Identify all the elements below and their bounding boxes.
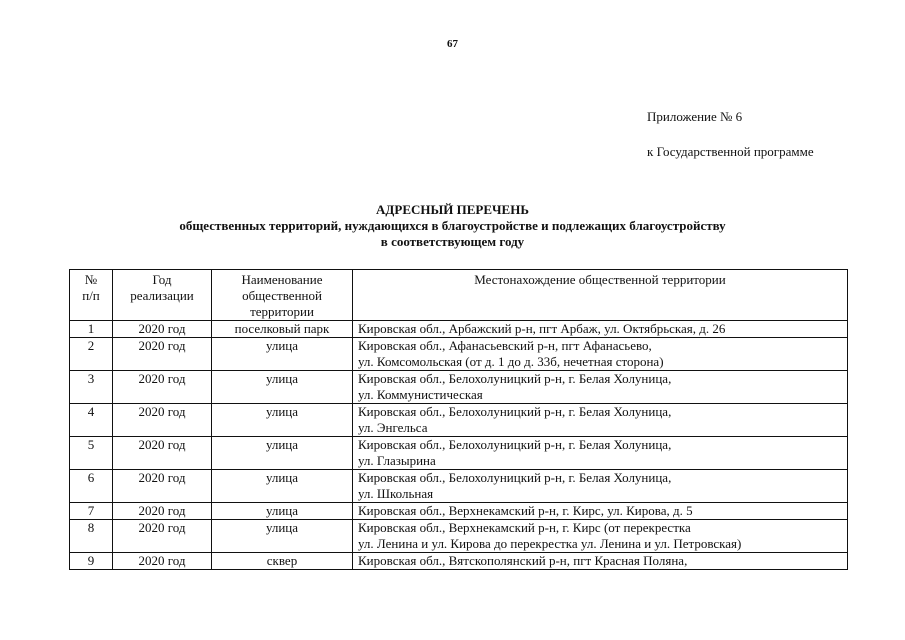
row-location: Кировская обл., Арбажский р-н, пгт Арбаж, ул. Октябрьская, д. 26: [353, 321, 848, 338]
table-row: [70, 553, 848, 570]
row-year: 2020 год: [113, 520, 212, 553]
row-num: 3: [70, 371, 113, 404]
row-num: 4: [70, 404, 113, 437]
row-year: 2020 год: [113, 371, 212, 404]
row-name: улица: [212, 520, 353, 553]
row-name: улица: [212, 437, 353, 470]
row-name: поселковый парк: [212, 321, 353, 338]
document-title: [0, 202, 905, 250]
row-location: Кировская обл., Верхнекамский р-н, г. Кирс, ул. Кирова, д. 5: [353, 503, 848, 520]
row-name: улица: [212, 371, 353, 404]
table-row: [70, 371, 848, 404]
row-num: 8: [70, 520, 113, 553]
row-name: улица: [212, 404, 353, 437]
row-location: Кировская обл., Афанасьевский р-н, пгт Афанасьево, ул. Комсомольская (от д. 1 до д. 33б, нечетная сторона): [353, 338, 848, 371]
row-year: 2020 год: [113, 338, 212, 371]
header-location: Местонахождение общественной территории: [353, 270, 848, 321]
table-header-row: [70, 270, 848, 321]
row-num: 2: [70, 338, 113, 371]
appendix-number: Приложение № 6: [647, 109, 743, 124]
table-row: [70, 338, 848, 371]
table-row: [70, 321, 848, 338]
title-line-3: в соответствующем году: [380, 234, 525, 249]
row-name: улица: [212, 503, 353, 520]
title-line-1: АДРЕСНЫЙ ПЕРЕЧЕНЬ: [376, 202, 529, 217]
row-location: Кировская обл., Верхнекамский р-н, г. Кирс (от перекрестка ул. Ленина и ул. Кирова до перекрестка ул. Ленина и ул. Петровская): [353, 520, 848, 553]
row-location: Кировская обл., Белохолуницкий р-н, г. Белая Холуница, ул. Энгельса: [353, 404, 848, 437]
row-name: улица: [212, 338, 353, 371]
row-num: 6: [70, 470, 113, 503]
row-year: 2020 год: [113, 470, 212, 503]
table-row: [70, 404, 848, 437]
row-num: 7: [70, 503, 113, 520]
title-line-2: общественных территорий, нуждающихся в благоустройстве и подлежащих благоустройству: [179, 218, 726, 233]
row-year: 2020 год: [113, 503, 212, 520]
header-num: № п/п: [70, 270, 113, 321]
row-year: 2020 год: [113, 553, 212, 570]
row-year: 2020 год: [113, 437, 212, 470]
page-number: 67: [447, 38, 458, 50]
appendix-reference: к Государственной программе: [647, 144, 814, 159]
row-location: Кировская обл., Белохолуницкий р-н, г. Белая Холуница, ул. Коммунистическая: [353, 371, 848, 404]
row-name: улица: [212, 470, 353, 503]
table-row: [70, 437, 848, 470]
row-num: 5: [70, 437, 113, 470]
row-location: Кировская обл., Белохолуницкий р-н, г. Белая Холуница, ул. Школьная: [353, 470, 848, 503]
row-location: Кировская обл., Вятскополянский р-н, пгт Красная Поляна,: [353, 553, 848, 570]
address-table: [69, 269, 848, 570]
row-num: 9: [70, 553, 113, 570]
header-year: Год реализации: [113, 270, 212, 321]
table-row: [70, 503, 848, 520]
row-year: 2020 год: [113, 404, 212, 437]
row-year: 2020 год: [113, 321, 212, 338]
table-row: [70, 470, 848, 503]
header-name: Наименование общественной территории: [212, 270, 353, 321]
table-row: [70, 520, 848, 553]
row-location: Кировская обл., Белохолуницкий р-н, г. Белая Холуница, ул. Глазырина: [353, 437, 848, 470]
row-num: 1: [70, 321, 113, 338]
row-name: сквер: [212, 553, 353, 570]
